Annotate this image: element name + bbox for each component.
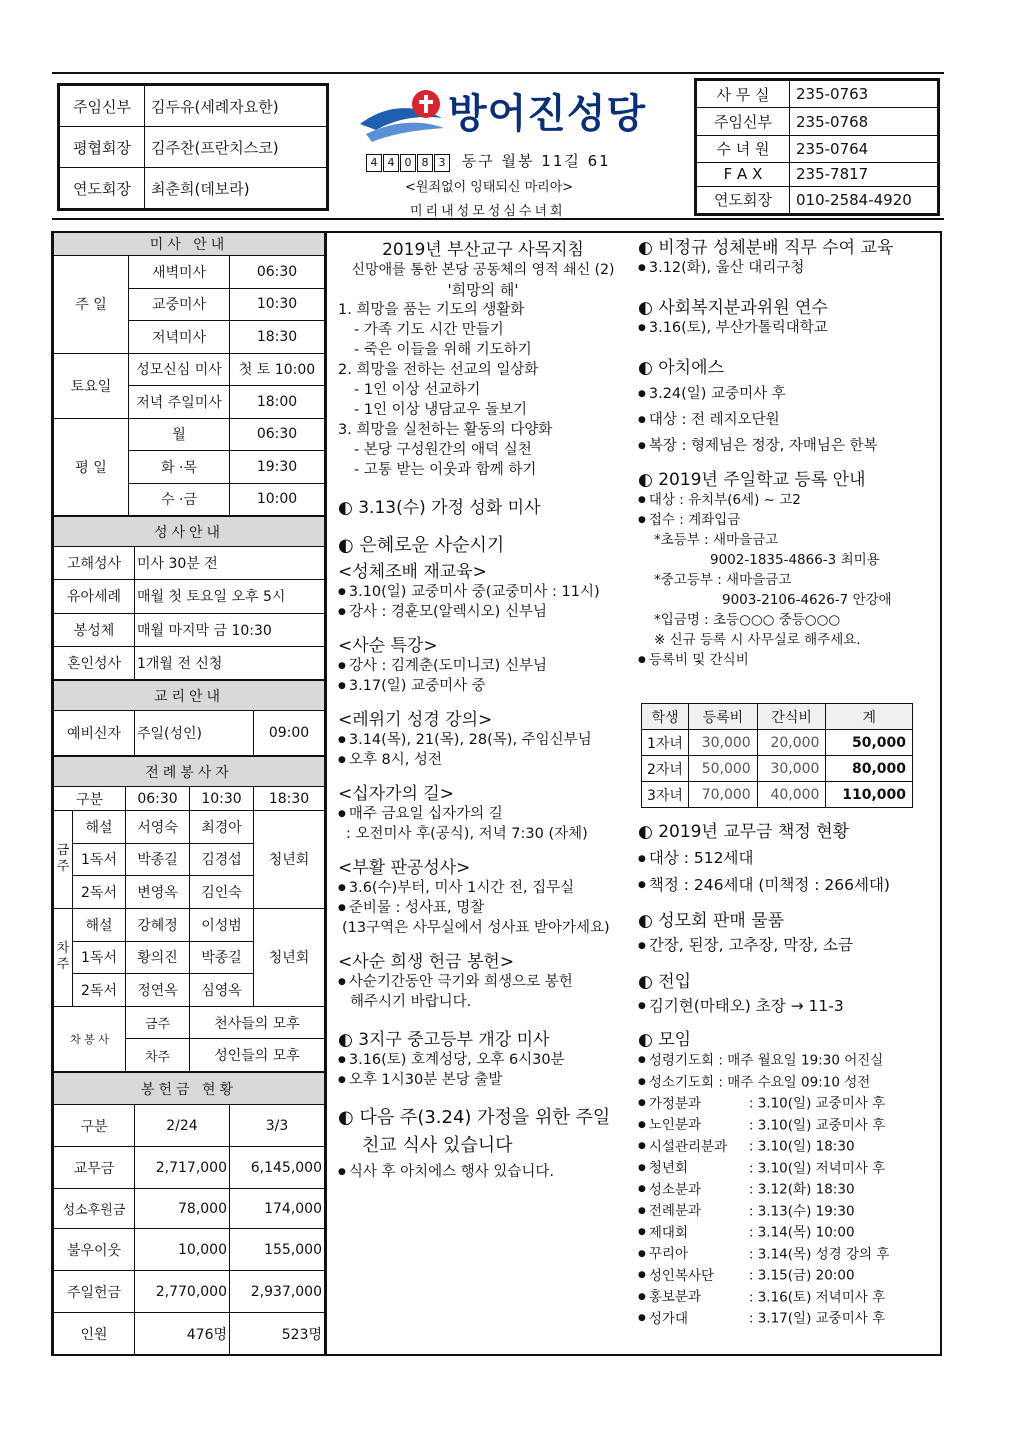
sacrament-name: 혼인성사 bbox=[54, 646, 135, 679]
liturgy-person: 황의진 bbox=[126, 941, 190, 974]
middle-column bbox=[338, 240, 628, 1182]
school-item: ● 접수 : 계좌입금 bbox=[638, 510, 938, 530]
staff-value: 김주찬(프란치스코) bbox=[145, 127, 327, 168]
liturgy-role: 1독서 bbox=[73, 843, 126, 876]
guide-item: 3. 희망을 실천하는 활동의 다양화 bbox=[338, 422, 553, 438]
contact-label: 사 무 실 bbox=[697, 81, 790, 108]
school-account: *중고등부 : 새마을금고 bbox=[654, 572, 792, 588]
meeting-row: ● 제대회 : 3.14(목) 10:00 bbox=[638, 1222, 938, 1244]
school-item: ● 대상 : 유치부(6세) ~ 고2 bbox=[638, 490, 938, 510]
meeting-time: 3.10(일) 저녁미사 후 bbox=[757, 1160, 886, 1176]
move-in-item: ● 김기현(마태오) 초장 → 11-3 bbox=[638, 996, 938, 1017]
parish-name: 방어진성당 bbox=[448, 91, 647, 137]
top-rule bbox=[52, 72, 944, 74]
offering-item: 주일헌금 bbox=[54, 1271, 135, 1313]
fee-child: 1자녀 bbox=[642, 730, 689, 756]
mass-time: 첫 토 10:00 bbox=[230, 353, 325, 386]
sale-item: ● 간장, 된장, 고추장, 막장, 소금 bbox=[638, 935, 938, 956]
liturgy-role: 1독서 bbox=[73, 941, 126, 974]
meeting-row: ● 시설관리분과 : 3.10(일) 18:30 bbox=[638, 1136, 938, 1158]
liturgy-person: 강혜정 bbox=[126, 908, 190, 941]
liturgy-group-label: 차 주 bbox=[54, 908, 73, 1006]
address bbox=[366, 150, 611, 172]
meeting-row: ● 성가대 : 3.17(일) 교중미사 후 bbox=[638, 1308, 938, 1330]
tea-week: 차주 bbox=[126, 1039, 190, 1072]
lent-item: ● 매주 금요일 십자가의 길 bbox=[338, 804, 628, 824]
tea-week: 금주 bbox=[126, 1006, 190, 1039]
school-account: 9002-1835-4866-3 최미용 bbox=[710, 552, 880, 568]
liturgy-evening: 청년회 bbox=[254, 811, 325, 909]
staff-label: 주임신부 bbox=[60, 86, 145, 127]
acies-item: ● 3.24(일) 교중미사 후 bbox=[638, 384, 938, 404]
lent-heading: ◐ 은혜로운 사순시기 bbox=[338, 535, 505, 556]
mass-time: 19:30 bbox=[230, 451, 325, 484]
staff-value: 김두유(세례자요한) bbox=[145, 86, 327, 127]
meeting-time: 매주 월요일 19:30 어진실 bbox=[727, 1052, 884, 1069]
meeting-group: 꾸리아 bbox=[648, 1246, 688, 1262]
meeting-group: 청년회 bbox=[648, 1160, 688, 1176]
fee-child: 3자녀 bbox=[642, 782, 689, 808]
next-week-heading-2: 친교 식사 있습니다 bbox=[362, 1135, 513, 1156]
liturgy-role: 해설 bbox=[73, 811, 126, 844]
sacrament-title: 성사안내 bbox=[54, 517, 325, 547]
fee-head: 학생 bbox=[642, 704, 689, 730]
right-column-lower bbox=[638, 822, 938, 1330]
school-account: *초등부 : 새마을금고 bbox=[654, 532, 779, 548]
offering-item: 교무금 bbox=[54, 1147, 135, 1189]
meeting-row: ● 성소기도회 : 매주 수요일 09:10 성전 bbox=[638, 1072, 938, 1094]
offering-item: 불우이웃 bbox=[54, 1229, 135, 1271]
offering-item: 인원 bbox=[54, 1313, 135, 1355]
offering-head: 2/24 bbox=[135, 1105, 230, 1147]
dues-item: ● 책정 : 246세대 (미책정 : 266세대) bbox=[638, 875, 938, 896]
meeting-time: 3.10(일) 교중미사 후 bbox=[757, 1095, 886, 1112]
mass-group-label: 주 일 bbox=[54, 256, 129, 354]
offering-title: 봉헌금 현황 bbox=[54, 1073, 325, 1105]
meeting-time: 3.16(토) 저녁미사 후 bbox=[757, 1289, 886, 1305]
fee-table bbox=[641, 703, 913, 808]
fee-amount: 70,000 bbox=[688, 782, 757, 808]
offering-amount: 523명 bbox=[230, 1313, 325, 1355]
meeting-row: ● 가정분과 : 3.10(일) 교중미사 후 bbox=[638, 1093, 938, 1115]
lent-item-extra: (13구역은 사무실에서 성사표 받아가세요) bbox=[342, 920, 610, 936]
meeting-group: 시설관리분과 bbox=[648, 1138, 728, 1155]
liturgy-person: 서영숙 bbox=[126, 811, 190, 844]
mass-name: 교중미사 bbox=[129, 288, 230, 321]
guide-item: - 가족 기도 시간 만들기 bbox=[354, 322, 504, 338]
meeting-row: ● 노인분과 : 3.10(일) 교중미사 후 bbox=[638, 1115, 938, 1137]
mass-table bbox=[53, 232, 325, 516]
meeting-row: ● 홍보분과 : 3.16(토) 저녁미사 후 bbox=[638, 1287, 938, 1309]
meeting-group: 성령기도회 bbox=[648, 1052, 715, 1069]
guide-title: 2019년 부산교구 사목지침 bbox=[382, 240, 584, 260]
meeting-group: 노인분과 bbox=[648, 1117, 702, 1133]
welfare-item: ● 3.16(토), 부산가톨릭대학교 bbox=[638, 318, 938, 338]
fee-amount: 30,000 bbox=[757, 756, 826, 782]
meeting-row: ● 성인복사단 : 3.15(금) 20:00 bbox=[638, 1265, 938, 1287]
lent-item: ● 준비물 : 성사표, 명찰 bbox=[338, 898, 628, 918]
meeting-group: 제대회 bbox=[648, 1224, 688, 1241]
street-address: 동구 월봉 11길 61 bbox=[461, 152, 611, 170]
postcode-digit: 4 bbox=[383, 154, 399, 172]
contact-label: 연도회장 bbox=[697, 186, 790, 213]
guide-item: 1. 희망을 품는 기도의 생활화 bbox=[338, 302, 525, 318]
fee-total: 50,000 bbox=[826, 730, 913, 756]
lent-item: ● 오후 8시, 성전 bbox=[338, 750, 628, 770]
liturgy-evening: 청년회 bbox=[254, 908, 325, 1006]
offering-amount: 155,000 bbox=[230, 1229, 325, 1271]
sale-heading: ◐ 성모회 판매 물품 bbox=[638, 911, 784, 931]
staff-label: 평협회장 bbox=[60, 127, 145, 168]
contact-phone: 235-0764 bbox=[790, 135, 938, 162]
fee-head: 계 bbox=[826, 704, 913, 730]
school-fee-title: ● 등록비 및 간식비 bbox=[638, 650, 938, 670]
guide-item: - 1인 이상 냉담교우 돌보기 bbox=[354, 402, 527, 418]
sacrament-info: 1개월 전 신청 bbox=[135, 646, 325, 679]
meeting-group: 홍보분과 bbox=[648, 1289, 702, 1305]
lent-subheading: <사순 특강> bbox=[338, 636, 438, 656]
liturgy-table bbox=[53, 756, 325, 1072]
lent-item: ● 3.14(목), 21(목), 28(목), 주임신부님 bbox=[338, 730, 628, 750]
mass-time: 06:30 bbox=[230, 256, 325, 289]
meeting-row: ● 청년회 : 3.10(일) 저녁미사 후 bbox=[638, 1158, 938, 1180]
guide-item: - 본당 구성원간의 애덕 실천 bbox=[354, 442, 532, 458]
lent-item: ● 사순기간동안 극기와 희생으로 봉헌 bbox=[338, 972, 628, 992]
postcode-digit: 4 bbox=[366, 154, 382, 172]
fee-head: 간식비 bbox=[757, 704, 826, 730]
meeting-time: 3.14(목) 성경 강의 후 bbox=[757, 1246, 890, 1262]
dues-heading: ◐ 2019년 교무금 책정 현황 bbox=[638, 822, 850, 842]
lent-item-extra: 해주시기 바랍니다. bbox=[350, 994, 472, 1010]
offering-item: 성소후원금 bbox=[54, 1189, 135, 1229]
liturgy-role: 2독서 bbox=[73, 876, 126, 909]
fee-head: 등록비 bbox=[688, 704, 757, 730]
offering-head: 3/3 bbox=[230, 1105, 325, 1147]
contact-phone: 235-0763 bbox=[790, 81, 938, 108]
liturgy-person: 변영옥 bbox=[126, 876, 190, 909]
contact-label: 주임신부 bbox=[697, 108, 790, 135]
tea-group: 성인들의 모후 bbox=[190, 1039, 325, 1072]
mass-time: 10:30 bbox=[230, 288, 325, 321]
mass-name: 화 ·목 bbox=[129, 451, 230, 484]
liturgy-group-label: 금 주 bbox=[54, 811, 73, 909]
acies-heading: ◐ 아치에스 bbox=[638, 358, 724, 378]
meetings-heading: ◐ 모임 bbox=[638, 1030, 692, 1050]
fee-amount: 40,000 bbox=[757, 782, 826, 808]
mass-name: 저녁미사 bbox=[129, 321, 230, 354]
sacrament-info: 매월 마지막 금 10:30 bbox=[135, 613, 325, 646]
youth-item: ● 오후 1시30분 본당 출발 bbox=[338, 1070, 628, 1090]
liturgy-person: 심영옥 bbox=[190, 974, 254, 1007]
postcode-digit: 3 bbox=[434, 154, 450, 172]
meeting-group: 성인복사단 bbox=[648, 1267, 715, 1284]
fee-total: 80,000 bbox=[826, 756, 913, 782]
sacrament-name: 유아세례 bbox=[54, 580, 135, 613]
dues-item: ● 대상 : 512세대 bbox=[638, 848, 938, 869]
lent-subheading: <레위기 성경 강의> bbox=[338, 710, 493, 730]
mass-group-label: 평 일 bbox=[54, 418, 129, 516]
right-column bbox=[638, 238, 938, 670]
contact-label: 수 녀 원 bbox=[697, 135, 790, 162]
meeting-group: 가정분과 bbox=[648, 1095, 702, 1112]
mass-time: 06:30 bbox=[230, 418, 325, 451]
contact-label: F A X bbox=[697, 163, 790, 187]
offering-amount: 10,000 bbox=[135, 1229, 230, 1271]
acies-item: ● 복장 : 형제님은 정장, 자매님은 한복 bbox=[638, 436, 938, 456]
school-account: 9003-2106-4626-7 안강애 bbox=[722, 592, 892, 608]
offering-amount: 476명 bbox=[135, 1313, 230, 1355]
meeting-row: ● 전례분과 : 3.13(수) 19:30 bbox=[638, 1201, 938, 1223]
meeting-time: 3.14(목) 10:00 bbox=[757, 1224, 855, 1241]
meeting-row: ● 꾸리아 : 3.14(목) 성경 강의 후 bbox=[638, 1244, 938, 1266]
offering-amount: 2,717,000 bbox=[135, 1147, 230, 1189]
meeting-row: ● 성령기도회 : 매주 월요일 19:30 어진실 bbox=[638, 1050, 938, 1072]
lent-item: ● 강사 : 김계춘(도미니코) 신부님 bbox=[338, 656, 628, 676]
sacrament-table bbox=[53, 516, 325, 680]
youth-mass-heading: ◐ 3지구 중고등부 개강 미사 bbox=[338, 1030, 550, 1050]
tea-group: 천사들의 모후 bbox=[190, 1006, 325, 1039]
meetings-list bbox=[638, 1050, 938, 1330]
meeting-row: ● 성소분과 : 3.12(화) 18:30 bbox=[638, 1179, 938, 1201]
offering-head: 구분 bbox=[54, 1105, 135, 1147]
fee-child: 2자녀 bbox=[642, 756, 689, 782]
lent-subheading: <부활 판공성사> bbox=[338, 858, 471, 878]
eucharist-item: ● 3.12(화), 울산 대리구청 bbox=[638, 258, 938, 278]
liturgy-person: 이성범 bbox=[190, 908, 254, 941]
welfare-heading: ◐ 사회복지분과위원 연수 bbox=[638, 298, 828, 318]
fee-amount: 20,000 bbox=[757, 730, 826, 756]
mass-title: 미사 안내 bbox=[54, 233, 325, 256]
lent-item: ● 3.17(일) 교중미사 중 bbox=[338, 676, 628, 696]
meeting-time: 3.10(일) 교중미사 후 bbox=[757, 1117, 886, 1133]
doctrine-title: 교리안내 bbox=[54, 681, 325, 711]
lent-item-extra: : 오전미사 후(공식), 저녁 7:30 (자체) bbox=[346, 826, 588, 842]
meeting-time: 3.10(일) 18:30 bbox=[757, 1138, 855, 1155]
column-divider bbox=[325, 231, 327, 1356]
liturgy-person: 김경섭 bbox=[190, 843, 254, 876]
doctrine-time: 09:00 bbox=[254, 711, 325, 756]
offering-amount: 78,000 bbox=[135, 1189, 230, 1229]
youth-item: ● 3.16(토) 호계성당, 오후 6시30분 bbox=[338, 1050, 628, 1070]
doctrine-table bbox=[53, 680, 325, 756]
lent-item: ● 강사 : 경훈모(알렉시오) 신부님 bbox=[338, 602, 628, 622]
liturgy-role: 2독서 bbox=[73, 974, 126, 1007]
liturgy-head: 06:30 bbox=[126, 787, 190, 811]
school-heading: ◐ 2019년 주일학교 등록 안내 bbox=[638, 470, 866, 490]
mass-name: 저녁 주일미사 bbox=[129, 386, 230, 419]
liturgy-person: 박종길 bbox=[190, 941, 254, 974]
meeting-group: 전례분과 bbox=[648, 1203, 702, 1219]
guide-year: '희망의 해' bbox=[447, 281, 519, 299]
staff-label: 연도회장 bbox=[60, 168, 145, 209]
fee-total: 110,000 bbox=[826, 782, 913, 808]
meeting-time: 3.17(일) 교중미사 후 bbox=[757, 1310, 886, 1327]
lent-item: ● 3.6(수)부터, 미사 1시간 전, 집무실 bbox=[338, 878, 628, 898]
guide-subtitle: 신망애를 통한 본당 공동체의 영적 쇄신 (2) bbox=[351, 262, 615, 278]
lent-item: ● 3.10(일) 교중미사 중(교중미사 : 11시) bbox=[338, 582, 628, 602]
guide-item: - 1인 이상 선교하기 bbox=[354, 382, 481, 398]
meeting-time: 매주 수요일 09:10 성전 bbox=[727, 1074, 871, 1090]
sacrament-info: 매월 첫 토요일 오후 5시 bbox=[135, 580, 325, 613]
guide-item: 2. 희망을 전하는 선교의 일상화 bbox=[338, 362, 539, 378]
mass-name: 월 bbox=[129, 418, 230, 451]
motto: <원죄없이 잉태되신 마리아> bbox=[405, 180, 574, 195]
acies-item: ● 대상 : 전 레지오단원 bbox=[638, 410, 938, 430]
mass-time: 18:30 bbox=[230, 321, 325, 354]
mass-name: 성모신심 미사 bbox=[129, 353, 230, 386]
meeting-group: 성소기도회 bbox=[648, 1074, 715, 1090]
mass-time: 10:00 bbox=[230, 483, 325, 516]
offering-table bbox=[53, 1072, 325, 1355]
meeting-time: 3.12(화) 18:30 bbox=[757, 1181, 855, 1198]
school-account: *입금명 : 초등○○○ 중등○○○ bbox=[654, 612, 841, 628]
lent-subheading: <성체조배 재교육> bbox=[338, 562, 487, 582]
liturgy-person: 최경아 bbox=[190, 811, 254, 844]
family-mass-heading: ◐ 3.13(수) 가정 성화 미사 bbox=[338, 498, 541, 518]
sacrament-name: 봉성체 bbox=[54, 613, 135, 646]
mass-name: 수 ·금 bbox=[129, 483, 230, 516]
sacrament-info: 미사 30분 전 bbox=[135, 547, 325, 580]
doctrine-label: 예비신자 bbox=[54, 711, 135, 756]
liturgy-title: 전례봉사자 bbox=[54, 757, 325, 787]
liturgy-person: 김인숙 bbox=[190, 876, 254, 909]
move-in-heading: ◐ 전입 bbox=[638, 971, 692, 992]
offering-amount: 2,937,000 bbox=[230, 1271, 325, 1313]
contact-phone: 235-0768 bbox=[790, 108, 938, 135]
offering-amount: 6,145,000 bbox=[230, 1147, 325, 1189]
offering-amount: 174,000 bbox=[230, 1189, 325, 1229]
staff-value: 최춘희(데보라) bbox=[145, 168, 327, 209]
doctrine-day: 주일(성인) bbox=[135, 711, 254, 756]
fee-amount: 50,000 bbox=[688, 756, 757, 782]
staff-box bbox=[57, 83, 329, 211]
tea-service-label: 차 봉 사 bbox=[54, 1006, 126, 1071]
sacrament-name: 고해성사 bbox=[54, 547, 135, 580]
postcode-digit: 0 bbox=[400, 154, 416, 172]
next-week-item: ● 식사 후 아치에스 행사 있습니다. bbox=[338, 1162, 628, 1182]
meeting-group: 성가대 bbox=[648, 1310, 688, 1327]
meeting-time: 3.15(금) 20:00 bbox=[757, 1267, 855, 1284]
mass-name: 새벽미사 bbox=[129, 256, 230, 289]
guide-item: - 고통 받는 이웃과 함께 하기 bbox=[354, 462, 537, 478]
lent-subheading: <사순 희생 헌금 봉헌> bbox=[338, 952, 515, 972]
postcode-digit: 8 bbox=[417, 154, 433, 172]
school-account: ※ 신규 등록 시 사무실로 해주세요. bbox=[654, 632, 861, 648]
offering-amount: 2,770,000 bbox=[135, 1271, 230, 1313]
liturgy-head: 18:30 bbox=[254, 787, 325, 811]
liturgy-role: 해설 bbox=[73, 908, 126, 941]
eucharist-heading: ◐ 비정규 성체분배 직무 수여 교육 bbox=[638, 238, 894, 258]
mass-group-label: 토요일 bbox=[54, 353, 129, 418]
liturgy-person: 정연옥 bbox=[126, 974, 190, 1007]
meeting-group: 성소분과 bbox=[648, 1181, 702, 1198]
contact-phone: 235-7817 bbox=[790, 163, 938, 187]
guide-item: - 죽은 이들을 위해 기도하기 bbox=[354, 342, 532, 358]
contact-box bbox=[694, 78, 940, 216]
contact-phone: 010-2584-4920 bbox=[790, 186, 938, 213]
convent-name: 미리내성모성심수녀회 bbox=[410, 204, 566, 219]
liturgy-head: 10:30 bbox=[190, 787, 254, 811]
liturgy-head: 구분 bbox=[54, 787, 126, 811]
fee-amount: 30,000 bbox=[688, 730, 757, 756]
next-week-heading: ◐ 다음 주(3.24) 가정을 위한 주일 bbox=[338, 1107, 611, 1128]
meeting-time: 3.13(수) 19:30 bbox=[757, 1203, 855, 1219]
lent-subheading: <십자가의 길> bbox=[338, 784, 455, 804]
liturgy-person: 박종길 bbox=[126, 843, 190, 876]
mass-time: 18:00 bbox=[230, 386, 325, 419]
